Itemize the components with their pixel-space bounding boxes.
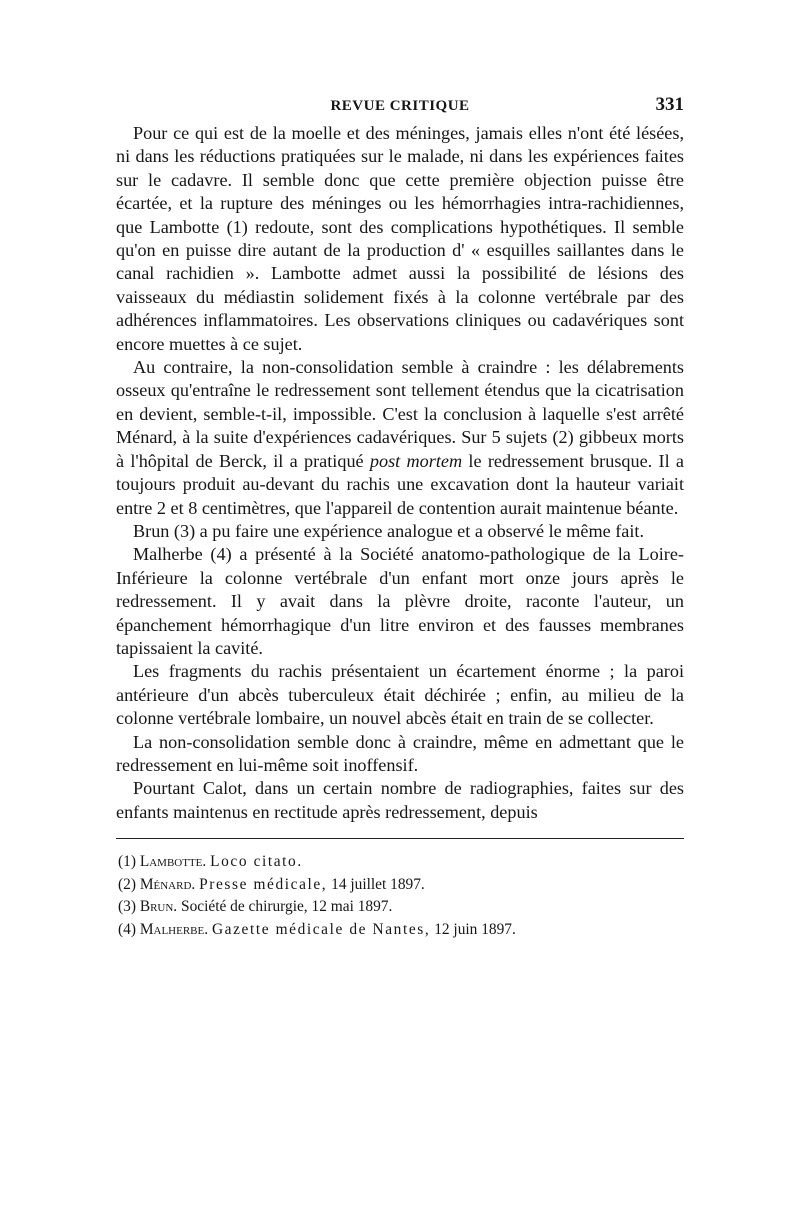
footnote-number: (4) [118,920,136,938]
footnotes [116,851,684,941]
running-title: REVUE CRITIQUE [330,98,470,114]
footnote-author: Malherbe. [139,920,209,938]
paragraph-3: Brun (3) a pu faire une expérience analogue et a observé le même fait. [133,520,645,541]
italic-phrase: post mortem [369,450,463,471]
paragraph-6: La non-consolidation semble donc à craindre, même en admettant que le redressement en lui-même soit inoffensif. [116,731,684,775]
paragraph-2-end: le redressement brusque. Il a toujours produit au-devant du rachis une excavation dont la hauteur variait entre 2 et 8 centimètres, que l'appareil de contention aurait maintenue béante. [116,450,684,518]
footnote-source: Société de chirurgie, [181,898,308,916]
footnote-4 [118,919,684,942]
paragraph-2-start: Au contraire, la non-consolidation semble à craindre : les délabrements osseux qu'entraîne le redressement sont tellement étendus que la cicatrisation en devient, semble-t-il, impossible. C'est la conclusion à laquelle s'est arrêté Ménard, à la suite d'expériences cadavériques. Sur 5 sujets (2) gibbeux morts à l'hôpital de Berck, il a pratiqué [116,357,684,471]
footnote-number: (1) [118,853,136,871]
footnote-source: Presse médicale, [199,875,328,893]
footnote-author: Ménard. [139,875,196,893]
footnote-source: Loco citato. [210,853,303,871]
footnote-date: 12 juin 1897. [434,920,516,938]
footnote-number: (2) [118,875,136,893]
paragraph-1: Pour ce qui est de la moelle et des méninges, jamais elles n'ont été lésées, ni dans les réductions pratiquées sur le malade, ni dans les expériences faites sur le cadavre. Il semble donc que cette première objection puisse être écartée, et la rupture des méninges ou les hémorrhagies intra-rachidiennes, que Lambotte (1) redoute, sont des complications hypothétiques. Il semble qu'on en puisse dire autant de la production d' « esquilles saillantes dans le canal rachidien ». Lambotte admet aussi la possibilité de lésions des vaisseaux du médiastin solidement fixés à la colonne vertébrale par des adhérences inflammatoires. Les observations cliniques ou cadavériques sont encore muettes à ce sujet. [116,123,684,354]
footnote-number: (3) [118,898,136,916]
page-header [116,92,684,122]
footnote-author: Brun. [139,898,178,916]
paragraph-4: Malherbe (4) a présenté à la Société anatomo-pathologique de la Loire-Inférieure la colonne vertébrale d'un enfant mort onze jours après le redressement. Il y avait dans la plèvre droite, raconte l'auteur, un épanchement hémorrhagique d'un litre environ et des fausses membranes tapissaient la cavité. [116,544,684,658]
footnote-date: 12 mai 1897. [311,898,393,916]
footnote-source: Gazette médicale de Nantes, [211,920,431,938]
body-text [116,122,684,824]
footnote-divider [116,838,684,839]
footnote-1 [118,851,684,874]
footnote-author: Lambotte. [139,853,207,871]
paragraph-2 [116,356,684,520]
footnote-2 [118,874,684,897]
footnote-3 [118,896,684,919]
page [116,92,684,941]
paragraph-5: Les fragments du rachis présentaient un écartement énorme ; la paroi antérieure d'un abcès tuberculeux était déchirée ; enfin, au milieu de la colonne vertébrale lombaire, un nouvel abcès était en train de se collecter. [116,661,684,729]
page-number: 331 [655,94,684,115]
paragraph-7: Pourtant Calot, dans un certain nombre de radiographies, faites sur des enfants maintenus en rectitude après redressement, depuis [116,778,684,822]
footnote-date: 14 juillet 1897. [331,875,425,893]
